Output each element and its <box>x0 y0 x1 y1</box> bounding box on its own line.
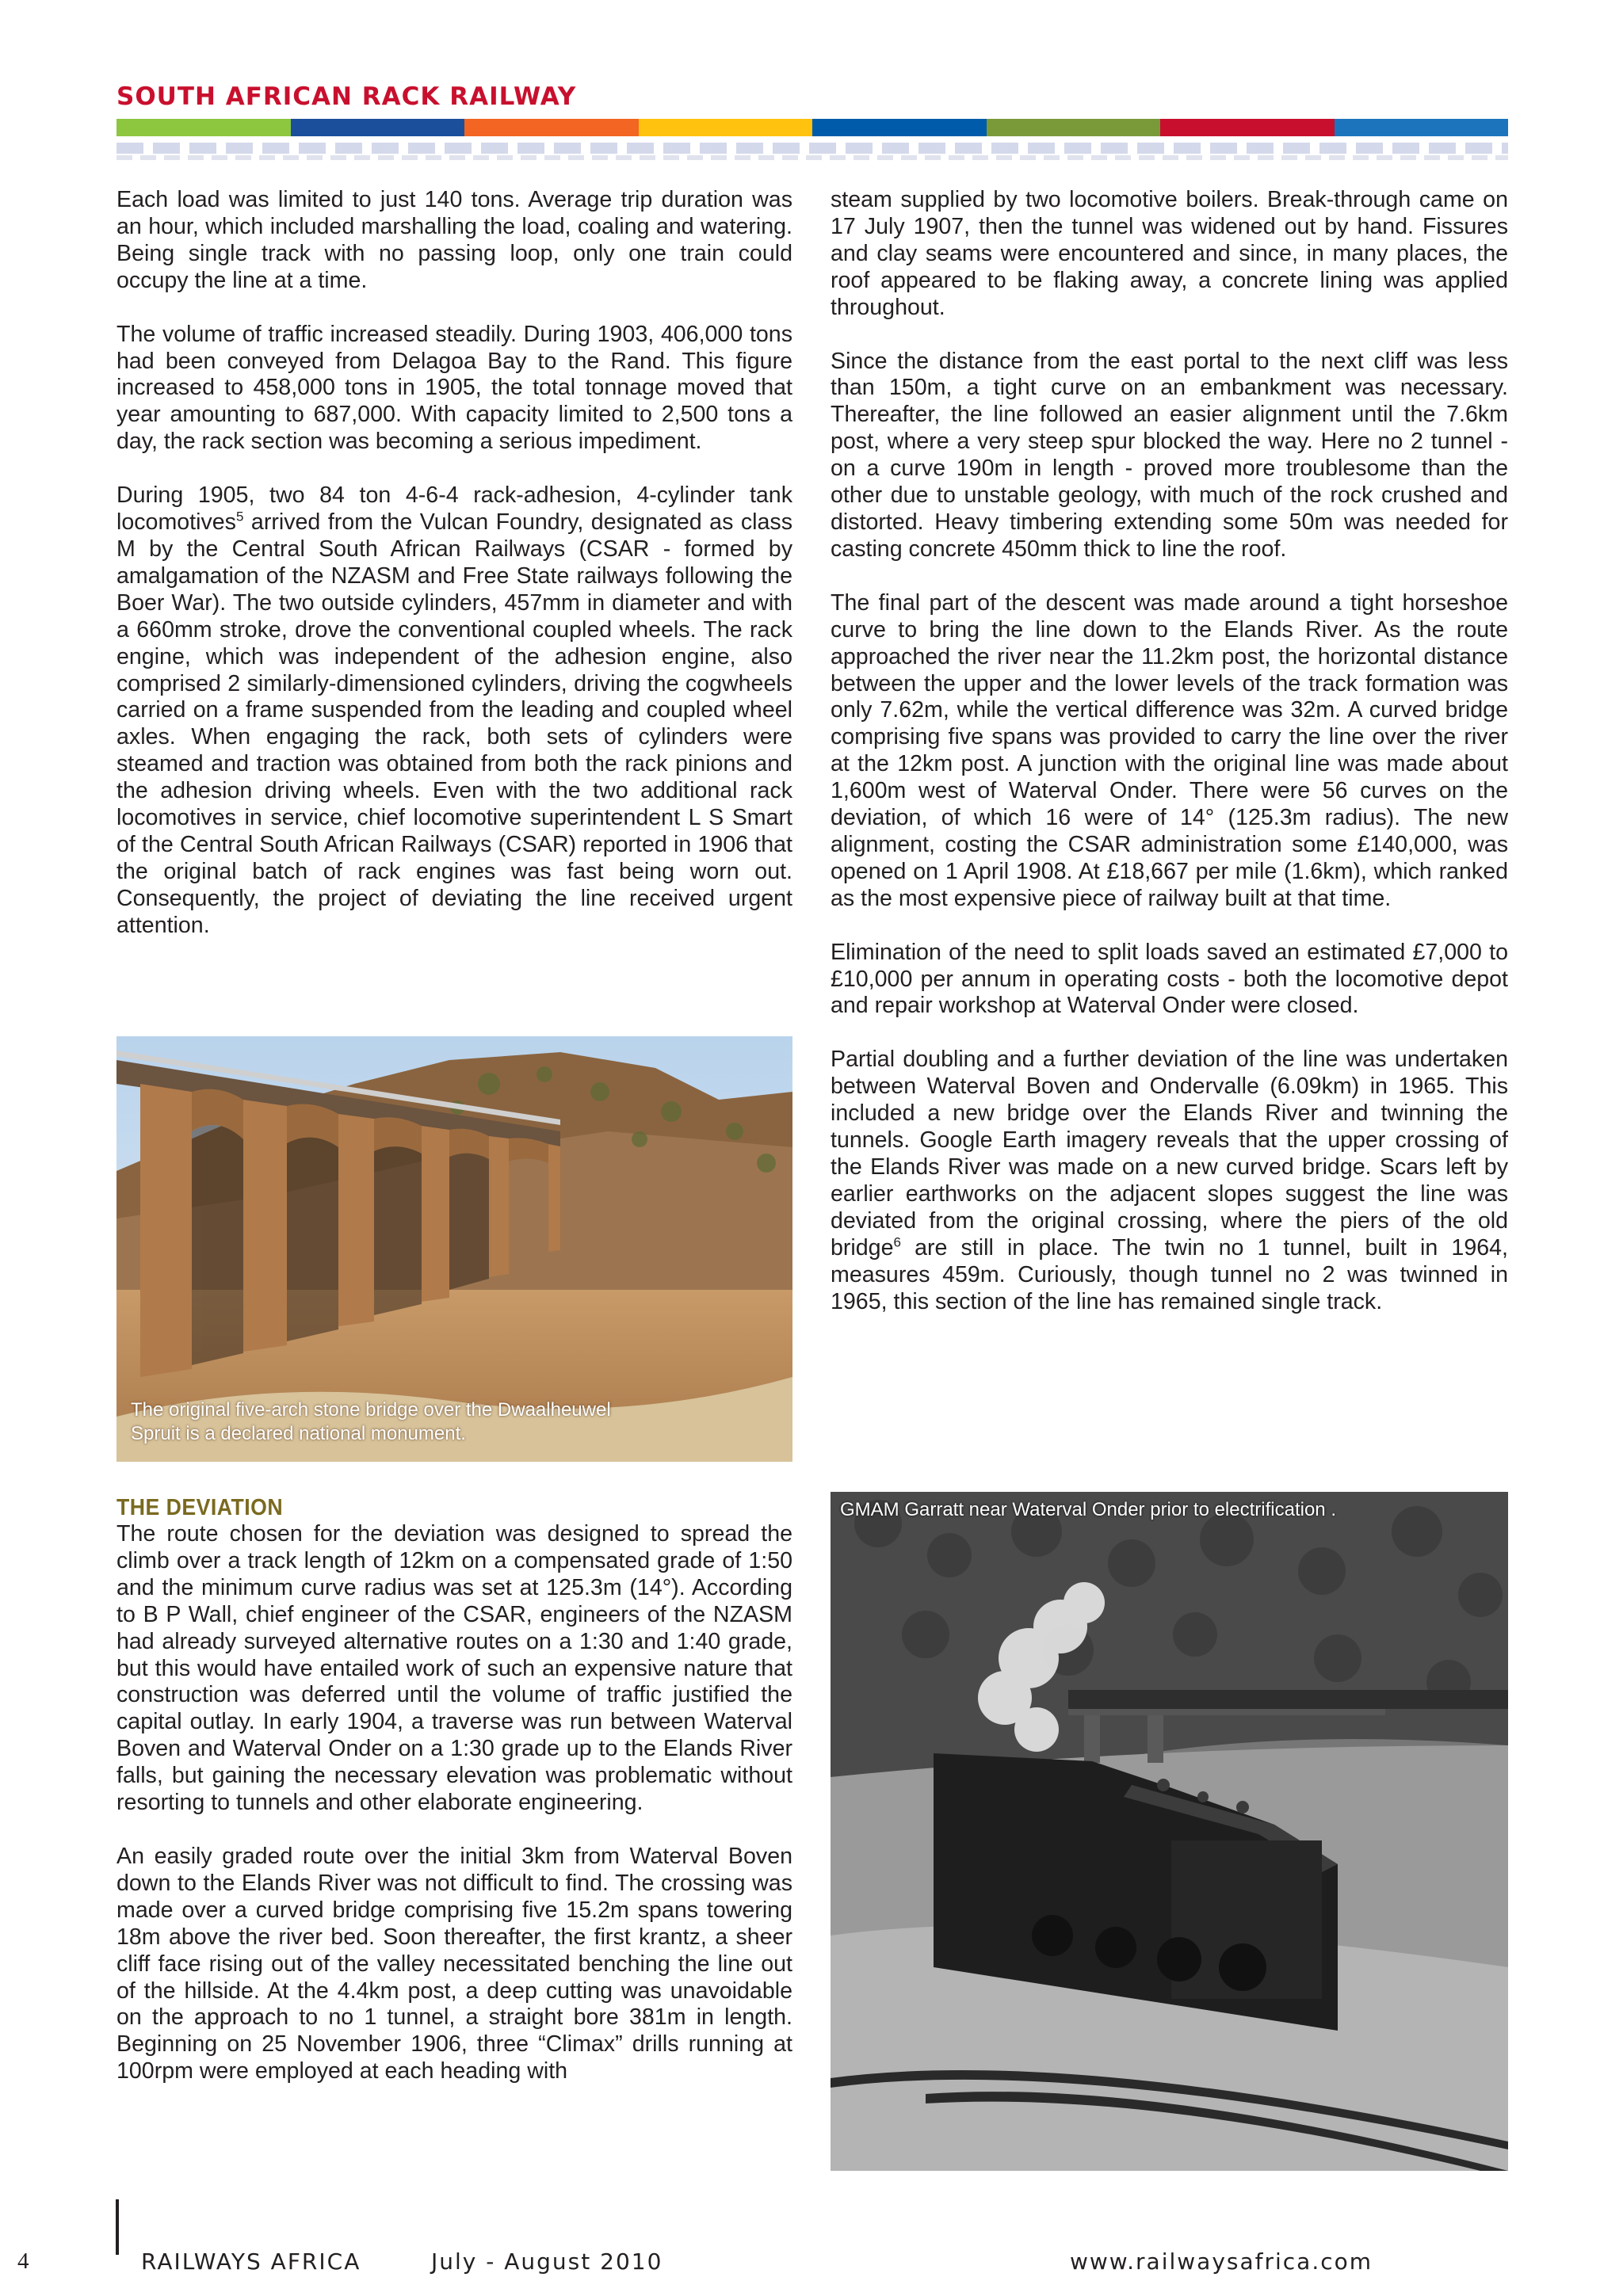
paragraph: The route chosen for the deviation was designed to spread the climb over a track length of 12km on a compensated grade of 1:50 and the minimum curve radius was set at 125.3m (14°). According to B P Wall, chief engineer of the CSAR, engineers of the NZASM had already surveyed alternative routes on a 1:30 and 1:40 grade, but this would have entailed work of such an expensive nature that construction was deferred until the volume of traffic justified the capital outlay. In early 1904, a traverse was run between Waterval Boven and Waterval Onder on a 1:30 grade up to the Elands River falls, but gaining the necessary elevation was problematic without resorting to tunnels and other elaborate engineering. <box>116 1521 792 1816</box>
color-band-segment <box>116 119 291 136</box>
paragraph: Partial doubling and a further deviation of the line was undertaken between Waterval Boven and Ondervalle (6.09km) in 1965. This included a new bridge over the Elands River and twinning the tunnels. Google Earth imagery reveals that the upper crossing of the Elands River was made on a new curved bridge. Scars left by earlier earthworks on the adjacent slopes suggest the line was deviated from the original crossing, where the piers of the old bridge$^6$ are still in place. The twin no 1 tunnel, built in 1964, measures 459m. Curiously, though tunnel no 2 was twinned in 1965, this section of the line has remained single track. <box>831 1047 1508 1314</box>
paragraph: Each load was limited to just 140 tons. Average trip duration was an hour, which included marshalling the load, coaling and watering. Being single track with no passing loop, only one train could occupy the line at a time. <box>116 187 792 293</box>
page-number: 4 <box>17 2248 29 2274</box>
running-header: SOUTH AFRICAN RACK RAILWAY <box>116 82 577 111</box>
paragraph: Elimination of the need to split loads saved an estimated £7,000 to £10,000 per annum in operating costs - both the locomotive depot and repair workshop at Waterval Onder were closed. <box>831 939 1508 1019</box>
footer-website-link[interactable]: www.railwaysafrica.com <box>1070 2248 1373 2275</box>
left-column-bottom <box>116 1494 792 2085</box>
color-band-segment <box>464 119 639 136</box>
footer-divider <box>116 2199 119 2255</box>
paragraph: During 1905, two 84 ton 4-6-4 rack-adhesion, 4-cylinder tank locomotives$^5$ arrived from the Vulcan Foundry, designated as class M by the Central South African Railways (CSAR - formed by amalgamation of the NZASM and Free State railways following the Boer War). The two outside cylinders, 457mm in diameter and with a 660mm stroke, drove the conventional coupled wheels. The rack engine, which was independent of the adhesion engine, also comprised 2 similarly-dimensioned cylinders, driving the cogwheels carried on a frame suspended from the leading and coupled wheel axles. When engaging the rack, both sets of cylinders were steamed and traction was obtained from both the rack pinions and the adhesion driving wheels. Even with the two additional rack locomotives in service, chief locomotive superintendent L S Smart of the Central South African Railways (CSAR) reported in 1906 that the original batch of rack engines was fast being worn out. Consequently, the project of deviating the line received urgent attention. <box>116 482 792 938</box>
header-color-band <box>116 119 1508 136</box>
footnote-marker: 6 <box>893 1234 901 1250</box>
bridge-photo-caption: The original five-arch stone bridge over the Dwaalheuwel Spruit is a declared national monument. <box>131 1399 611 1444</box>
right-column <box>831 187 1508 1315</box>
color-band-segment <box>291 119 465 136</box>
footer-issue-date: July - August 2010 <box>431 2248 663 2275</box>
train-photo-caption: GMAM Garratt near Waterval Onder prior to electrification . <box>840 1499 1336 1520</box>
color-band-segment <box>812 119 987 136</box>
color-band-segment <box>1160 119 1335 136</box>
paragraph: steam supplied by two locomotive boilers. Break-through came on 17 July 1907, then the tunnel was widened out by hand. Fissures and clay seams were encountered and since, in many places, the roof appeared to be flaking away, a concrete lining was applied throughout. <box>831 187 1508 320</box>
section-heading-deviation: THE DEVIATION <box>116 1495 284 1520</box>
left-column-top <box>116 187 792 940</box>
header-dash-band <box>116 143 1508 154</box>
paragraph: An easily graded route over the initial 3km from Waterval Boven down to the Elands River was not difficult to find. The crossing was made over a curved bridge comprising five 15.2m spans towering 18m above the river bed. Soon thereafter, the first krantz, a sheer cliff face rising out of the valley necessitated benching the line out of the hillside. At the 4.4km post, a deep cutting was unavoidable on the approach to no 1 tunnel, a straight bore 381m in length. Beginning on 25 November 1906, three “Climax” drills running at 100rpm were employed at each heading with <box>116 1843 792 2084</box>
header-dash-band-secondary <box>116 155 1508 160</box>
footer-magazine-name: RAILWAYS AFRICA <box>141 2248 361 2275</box>
paragraph: The final part of the descent was made around a tight horseshoe curve to bring the line down to the Elands River. As the route approached the river near the 11.2km post, the horizontal distance between the upper and the lower levels of the track formation was only 7.62m, while the vertical difference was 32m. A curved bridge comprising five spans was provided to carry the line over the river at the 12km post. A junction with the original line was made about 1,600m west of Waterval Onder. There were 56 curves on the deviation, of which 16 were of 14° (125.3m radius). The new alignment, costing the CSAR administration some £140,000, was opened on 1 April 1908. At £18,667 per mile (1.6km), which ranked as the most expensive piece of railway built at that time. <box>831 589 1508 911</box>
color-band-segment <box>987 119 1161 136</box>
footnote-marker: 5 <box>235 509 244 524</box>
paragraph: Since the distance from the east portal to the next cliff was less than 150m, a tight curve on an embankment was necessary. Thereafter, the line followed an easier alignment until the 7.6km post, where a very steep spur blocked the way. Here no 2 tunnel - on a curve 190m in length - proved more troublesome than the other due to unstable geology, with much of the rock crushed and distorted. Heavy timbering extending some 50m was needed for casting concrete 450mm thick to line the roof. <box>831 348 1508 562</box>
color-band-segment <box>639 119 813 136</box>
color-band-segment <box>1335 119 1509 136</box>
paragraph: The volume of traffic increased steadily. During 1903, 406,000 tons had been conveyed from Delagoa Bay to the Rand. This figure increased to 458,000 tons in 1905, the total tonnage moved that year amounting to 687,000. With capacity limited to 2,500 tons a day, the rack section was becoming a serious impediment. <box>116 321 792 455</box>
train-photo <box>831 1492 1508 2171</box>
bridge-photo <box>116 1036 792 1462</box>
